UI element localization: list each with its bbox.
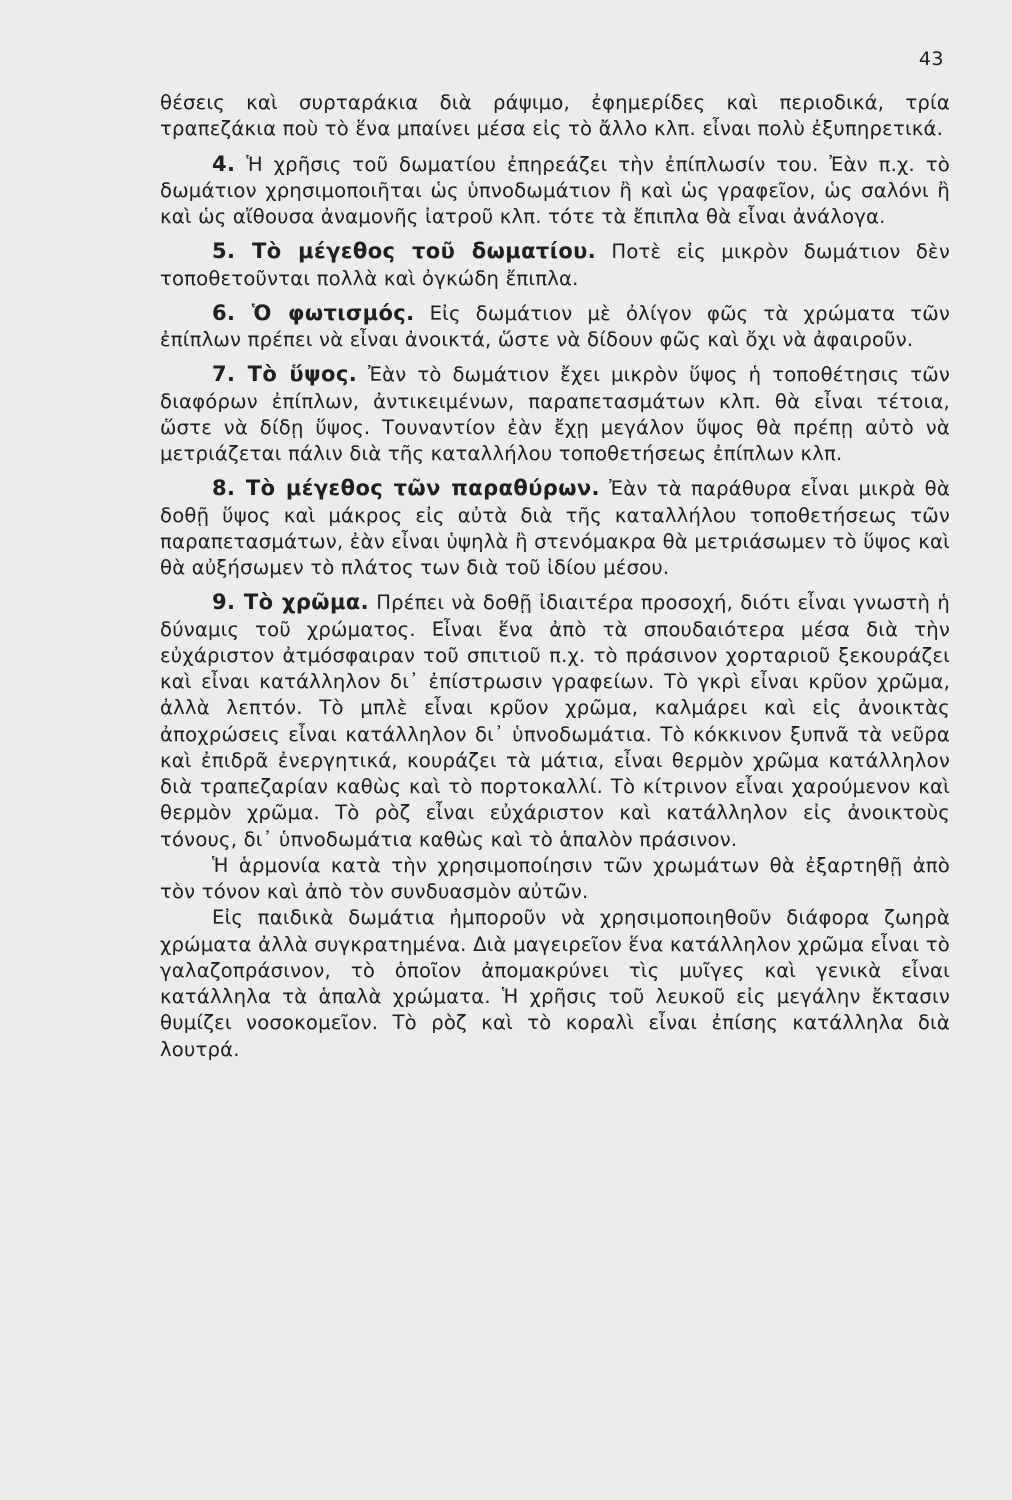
body-text [160,90,950,1063]
paragraph-text: Ἐὰν τὰ παράθυρα εἶναι μικρὰ θὰ δοθῇ ὕψος καὶ μάκρος εἰς αὐτὰ διὰ τῆς καταλλήλου τοποθετήσεως τῶν παραπετασμάτων, ἐὰν εἶναι ὑψηλὰ ἢ στενόμακρα θὰ μετριάσωμεν τὸ ὕψος καὶ θὰ αὐξήσωμεν τὸ πλάτος των διὰ τοῦ ἰδίου μέσου. [160,477,950,579]
paragraph-room-size [160,238,950,292]
paragraph-color [160,589,950,853]
paragraph-text: Εἰς παιδικὰ δωμάτια ἠμποροῦν νὰ χρησιμοποιηθοῦν διάφορα ζωηρὰ χρώματα ἀλλὰ συγκρατημένα. Διὰ μαγειρεῖον ἕνα κατάλληλον χρῶμα εἶναι τὸ γαλαζοπράσινον, τὸ ὁποῖον ἀπομακρύνει τὶς μυῖγες καὶ γενικὰ εἶναι κατάλληλα τὰ ἁπαλὰ χρώματα. Ἡ χρῆσις τοῦ λευκοῦ εἰς μεγάλην ἔκτασιν θυμίζει νοσοκομεῖον. Τὸ ρὸζ καὶ τὸ κοραλὶ εἶναι ἐπίσης κατάλληλα διὰ λουτρά. [160,906,950,1061]
page-number: 43 [918,48,944,70]
paragraph-text: Ἐὰν τὸ δωμάτιον ἔχει μικρὸν ὕψος ἡ τοποθέτησις τῶν διαφόρων ἐπίπλων, ἀντικειμένων, παραπετασμάτων κλπ. θὰ εἶναι τέτοια, ὥστε νὰ δίδῃ ὕψος. Τουναντίον ἐὰν ἔχῃ μεγάλον ὕψος θὰ πρέπῃ αὐτὸ νὰ μετριάζεται πάλιν διὰ τῆς καταλλήλου τοποθετήσεως ἐπίπλων κλπ. [160,363,950,465]
paragraph-rooms [160,905,950,1063]
paragraph-continuation [160,90,950,143]
paragraph-text: Πρέπει νὰ δοθῇ ἰδιαιτέρα προσοχή, διότι εἶναι γνωστὴ ἡ δύναμις τοῦ χρώματος. Εἶναι ἕνα ἀπὸ τὰ σπουδαιότερα μέσα διὰ τὴν εὐχάριστον ἀτμόσφαιραν τοῦ σπιτιοῦ π.χ. τὸ πράσινον χορταριοῦ ξεκουράζει καὶ εἶναι κατάλληλον δι᾿ ἐπίστρωσιν γραφείων. Τὸ γκρὶ εἶναι κρῦον χρῶμα, ἀλλὰ λεπτόν. Τὸ μπλὲ εἶναι κρῦον χρῶμα, καλμάρει καὶ εἰς ἀνοικτὰς ἀποχρώσεις εἶναι κατάλληλον δι᾿ ὑπνοδωμάτια. Τὸ κόκκινον ξυπνᾶ τὰ νεῦρα καὶ ἐπιδρᾶ ἐνεργητικά, κουράζει τὰ μάτια, εἶναι θερμὸν χρῶμα κατάλληλον διὰ τραπεζαρίαν καθὼς καὶ τὸ πορτοκαλλί. Τὸ κίτρινον εἶναι χαρούμενον καὶ θερμὸν χρῶμα. Τὸ ρὸζ εἶναι εὐχάριστον καὶ κατάλληλον εἰς ἀνοικτοὺς τόνους, δι᾿ ὑπνοδωμάτια καθὼς καὶ τὸ ἁπαλὸν πράσινον. [160,591,950,851]
paragraph-harmony [160,853,950,906]
section-heading: 9. Τὸ χρῶμα. [212,590,370,615]
paragraph-text: Ἡ χρῆσις τοῦ δωματίου ἐπηρεάζει τὴν ἐπίπλωσίν του. Ἐὰν π.χ. τὸ δωμάτιον χρησιμοποιῆται ὡς ὑπνοδωμάτιον ἢ καὶ ὡς γραφεῖον, ὡς σαλόνι ἢ καὶ ὡς αἴθουσα ἀναμονῆς ἰατροῦ κλπ. τότε τὰ ἔπιπλα θὰ εἶναι ἀνάλογα. [160,152,950,228]
paragraph-text: Ποτὲ εἰς μικρὸν δωμάτιον δὲν τοποθετοῦνται πολλὰ καὶ ὀγκώδη ἔπιπλα. [160,240,950,290]
paragraph-height [160,361,950,467]
section-number: 4. [212,151,236,176]
paragraph-windows [160,475,950,581]
paragraph-text: Ἡ ἁρμονία κατὰ τὴν χρησιμοποίησιν τῶν χρωμάτων θὰ ἐξαρτηθῇ ἀπὸ τὸν τόνον καὶ ἀπὸ τὸν συνδυασμὸν αὐτῶν. [160,853,950,903]
paragraph-room-use [160,151,950,231]
paragraph-text: θέσεις καὶ συρταράκια διὰ ράψιμο, ἐφημερίδες καὶ περιοδικά, τρία τραπεζάκια ποὺ τὸ ἕνα μπαίνει μέσα εἰς τὸ ἄλλο κλπ. εἶναι πολὺ ἐξυπηρετικά. [160,91,950,141]
section-heading: 6. Ὁ φωτισμός. [212,300,415,325]
section-heading: 7. Τὸ ὕψος. [212,362,358,387]
paragraph-text: Εἰς δωμάτιον μὲ ὀλίγον φῶς τὰ χρώματα τῶν ἐπίπλων πρέπει νὰ εἶναι ἀνοικτά, ὥστε νὰ δίδουν φῶς καὶ ὄχι νὰ ἀφαιροῦν. [160,301,950,351]
paragraph-lighting [160,300,950,354]
section-heading: 5. Τὸ μέγεθος τοῦ δωματίου. [212,239,597,264]
section-heading: 8. Τὸ μέγεθος τῶν παραθύρων. [212,476,600,501]
